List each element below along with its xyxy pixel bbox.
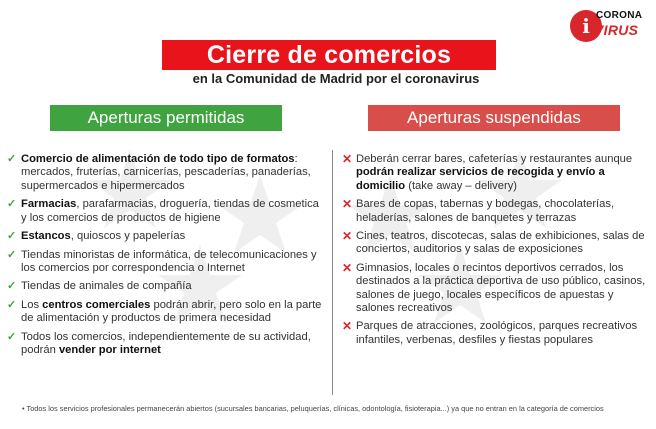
page-subtitle: en la Comunidad de Madrid por el coronavirus	[192, 71, 480, 86]
suspended-header: Aperturas suspendidas	[368, 105, 620, 131]
cross-icon: ✕	[342, 197, 353, 212]
list-item-highlight: Farmacias	[21, 198, 77, 211]
list-item	[7, 230, 323, 244]
list-item	[342, 198, 648, 225]
list-item-segment: Tiendas minoristas de informática, de telecomunicaciones y los comercios por correspondencia o Internet	[21, 248, 317, 274]
list-item-highlight: Comercio de alimentación de todo tipo de formatos	[21, 153, 295, 165]
list-item-segment: Parques de atracciones, zoológicos, parques recreativos infantiles, verbenas, desfiles y fiestas populares	[356, 320, 638, 346]
check-icon: ✓	[7, 298, 17, 311]
list-item	[7, 153, 323, 193]
list-item-segment: , quioscos y papelerías	[70, 230, 186, 243]
list-item	[7, 198, 323, 225]
check-icon: ✓	[7, 198, 17, 211]
list-item-segment: Deberán cerrar bares, cafeterías y restaurantes aunque	[356, 153, 633, 165]
permitted-header: Aperturas permitidas	[50, 105, 282, 131]
list-item-segment: : mercados, fruterías, carnicerías, pescaderías, panaderías, supermercados e hipermercados	[21, 153, 311, 192]
list-item-text	[356, 320, 648, 347]
logo-text-bottom: VIRUS	[594, 22, 639, 38]
check-icon: ✓	[7, 153, 17, 165]
list-item-text	[356, 198, 648, 225]
list-item-text	[356, 230, 648, 257]
list-item-text	[21, 153, 323, 193]
list-item-segment: Bares de copas, tabernas y bodegas, chocolaterías, heladerías, salones de banquetes y terrazas	[356, 198, 615, 224]
permitted-list	[7, 153, 323, 362]
list-item	[342, 230, 648, 257]
check-icon: ✓	[7, 230, 17, 243]
suspended-list	[342, 153, 648, 352]
page-title: Cierre de comercios	[206, 40, 452, 69]
list-item-segment: Tiendas de animales de compañía	[21, 280, 192, 293]
list-item-highlight: podrán realizar servicios de recogida y envío a domicilio	[356, 166, 605, 192]
coronavirus-logo	[570, 8, 643, 44]
list-item-text	[21, 230, 185, 243]
list-item-segment: , parafarmacias, droguería, tiendas de cosmetica y los comercios de productos de higiene	[21, 198, 319, 224]
list-item-text	[21, 331, 323, 358]
column-divider	[332, 150, 333, 395]
list-item	[7, 280, 323, 294]
logo-text-top: CORONA	[596, 10, 643, 21]
list-item-segment: Todos los comercios, independientemente de su actividad, podrán	[21, 330, 311, 357]
title-banner	[162, 40, 496, 70]
info-icon: i	[570, 10, 602, 42]
cross-icon: ✕	[342, 319, 353, 334]
list-item-highlight: centros comerciales	[42, 298, 151, 311]
list-item-segment: Gimnasios, locales o recintos deportivos cerrados, los destinados a la práctica deportiva de uso público, casinos, salones de juego, locales específicos de apuestas y salones recreativos	[356, 261, 646, 315]
check-icon: ✓	[7, 248, 17, 261]
check-icon: ✓	[7, 280, 17, 293]
cross-icon: ✕	[342, 260, 353, 275]
list-item-text	[356, 262, 648, 316]
list-item	[342, 262, 648, 316]
cross-icon: ✕	[342, 152, 353, 166]
list-item	[7, 299, 323, 326]
list-item-segment: (take away – delivery)	[405, 179, 518, 192]
list-item	[342, 153, 648, 193]
list-item-text	[21, 249, 323, 276]
list-item-text	[356, 153, 648, 193]
list-item-text	[21, 299, 323, 326]
list-item	[342, 320, 648, 347]
footnote: • Todos los servicios profesionales permanecerán abiertos (sucursales bancarias, peluquerías, clínicas, odontología, fisioterapia...) ya que no entran en la categoría de comercios	[22, 404, 604, 413]
cross-icon: ✕	[342, 229, 353, 244]
list-item-segment: Los	[21, 298, 43, 311]
list-item	[7, 249, 323, 276]
list-item-highlight: Estancos	[21, 230, 71, 243]
list-item-highlight: vender por internet	[58, 344, 161, 357]
list-item-text	[21, 280, 192, 293]
list-item-segment: Cines, teatros, discotecas, salas de exhibiciones, salas de conciertos, auditorios y salas de exposiciones	[356, 230, 645, 256]
list-item	[7, 331, 323, 358]
list-item-text	[21, 198, 323, 225]
check-icon: ✓	[7, 330, 17, 343]
list-item-segment: podrán abrir, pero solo en la parte de alimentación y productos de primera necesidad	[21, 298, 322, 325]
